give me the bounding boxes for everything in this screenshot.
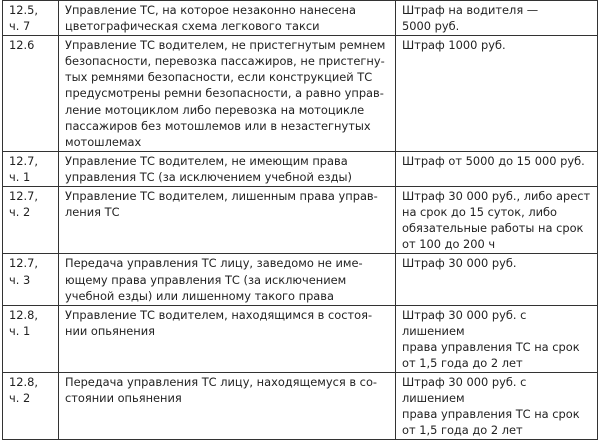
offense-cell: Управление ТС водителем, лишенным права управ- ления ТС bbox=[59, 187, 396, 254]
penalty-cell: Штраф 30 000 руб. с лишением права управления ТС на срок от 1,5 года до 2 лет bbox=[396, 373, 598, 440]
article-cell: 12.7, ч. 1 bbox=[3, 151, 59, 186]
table-row bbox=[3, 254, 598, 305]
penalty-cell: Штраф 30 000 руб. с лишением права управления ТС на срок от 1,5 года до 2 лет bbox=[396, 305, 598, 372]
penalty-cell: Штраф 1000 руб. bbox=[396, 36, 598, 152]
article-cell: 12.7, ч. 3 bbox=[3, 254, 59, 305]
penalty-cell: Штраф от 5000 до 15 000 руб. bbox=[396, 151, 598, 186]
table-row bbox=[3, 1, 598, 36]
offense-cell: Управление ТС водителем, не имеющим права управления ТС (за исключением учебной езды) bbox=[59, 151, 396, 186]
article-cell: 12.5, ч. 7 bbox=[3, 1, 59, 36]
table-row bbox=[3, 305, 598, 372]
penalty-table bbox=[2, 0, 598, 440]
offense-cell: Передача управления ТС лицу, находящемуся в со- стоянии опьянения bbox=[59, 373, 396, 440]
penalty-cell: Штраф 30 000 руб., либо арест на срок до 15 суток, либо обязательные работы на срок от 100 до 200 ч bbox=[396, 187, 598, 254]
article-cell: 12.6 bbox=[3, 36, 59, 152]
table-row bbox=[3, 151, 598, 186]
offense-cell: Управление ТС водителем, не пристегнутым ремнем безопасности, перевозка пассажиров, не пристегну- тых ремнями безопасности, если конструкцией ТС предусмотрены ремни безопасности, а равно управ- ление мотоциклом либо перевозка на мотоцикле пассажиров без мотошлемов или в незастегнутых мотошлемах bbox=[59, 36, 396, 152]
penalty-cell: Штраф на водителя — 5000 руб. bbox=[396, 1, 598, 36]
article-cell: 12.8, ч. 2 bbox=[3, 373, 59, 440]
article-cell: 12.8, ч. 1 bbox=[3, 305, 59, 372]
offense-cell: Передача управления ТС лицу, заведомо не име- ющему права управления ТС (за исключением учебной езды) или лишенному такого права bbox=[59, 254, 396, 305]
article-cell: 12.7, ч. 2 bbox=[3, 187, 59, 254]
penalty-cell: Штраф 30 000 руб. bbox=[396, 254, 598, 305]
table-row bbox=[3, 373, 598, 440]
offense-cell: Управление ТС, на которое незаконно нанесена цветографическая схема легкового такси bbox=[59, 1, 396, 36]
penalty-table-body bbox=[3, 1, 598, 440]
table-row bbox=[3, 36, 598, 152]
table-row bbox=[3, 187, 598, 254]
offense-cell: Управление ТС водителем, находящимся в состоя- нии опьянения bbox=[59, 305, 396, 372]
